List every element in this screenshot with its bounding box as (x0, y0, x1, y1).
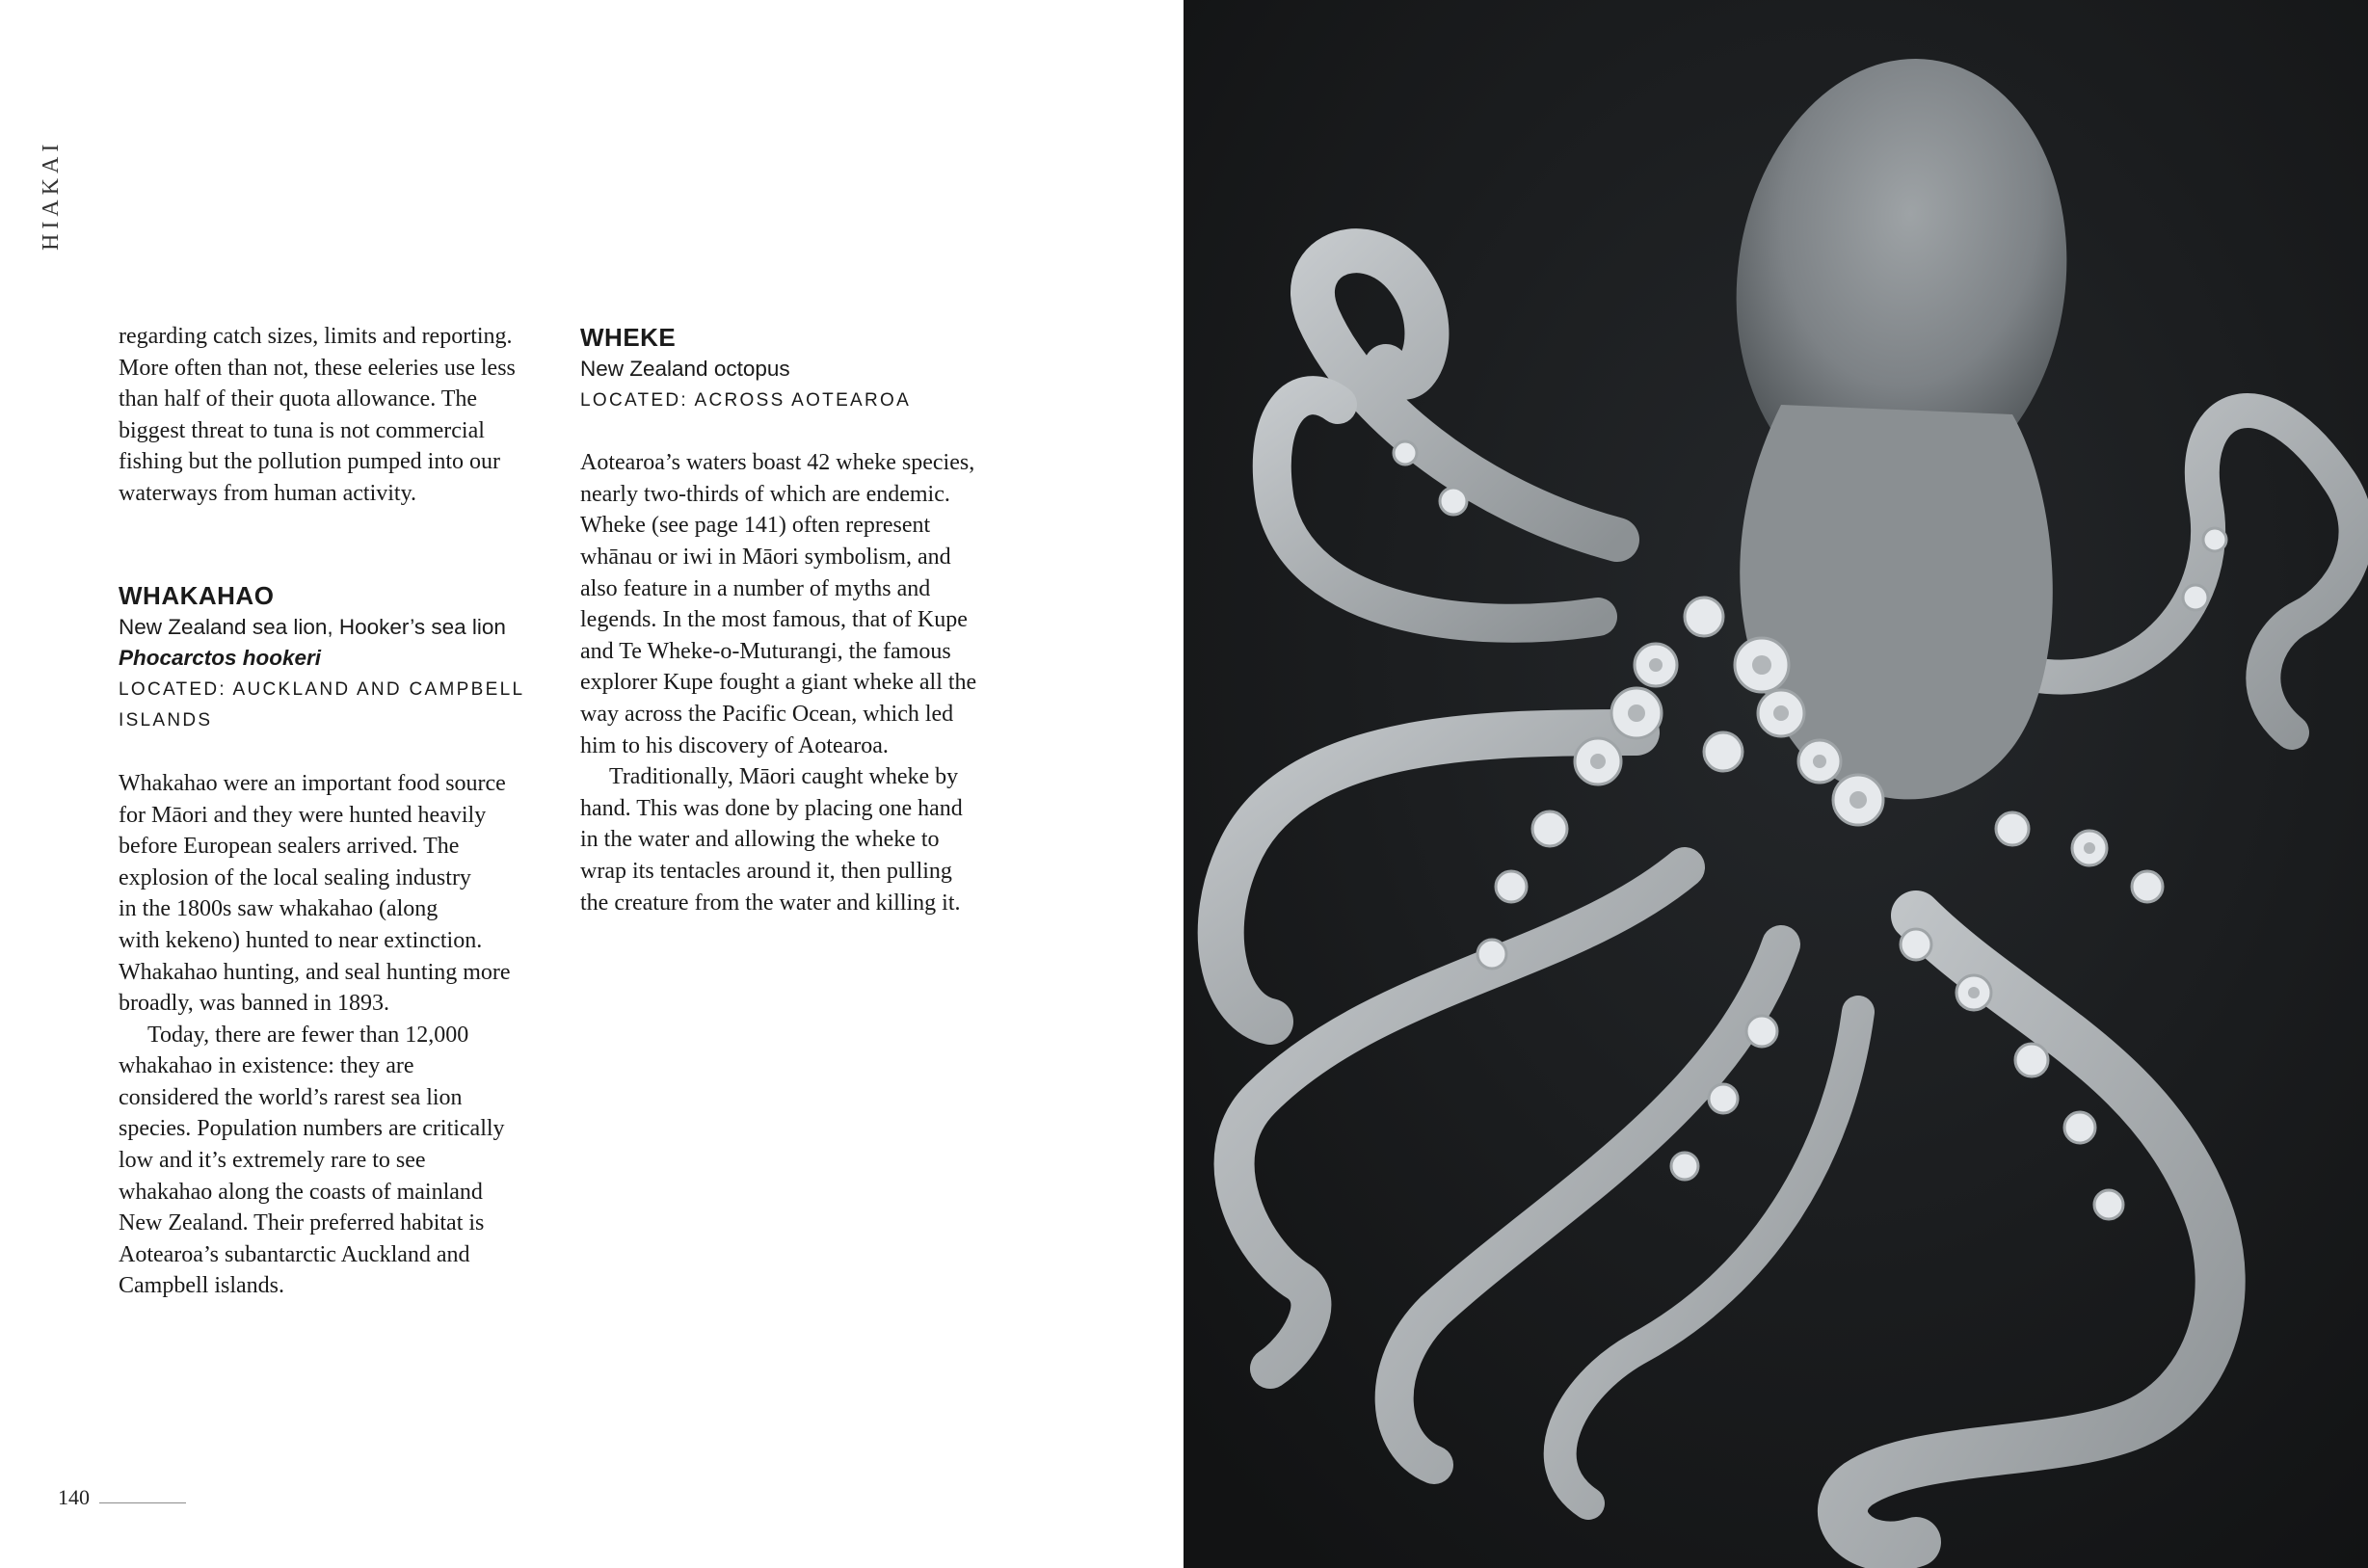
text-line: Traditionally, Māori caught wheke by (609, 764, 959, 790)
text-line: wrap its tentacles around it, then pulling (580, 858, 952, 884)
text-line: nearly two-thirds of which are endemic. (580, 481, 950, 507)
text-line: waterways from human activity. (119, 480, 417, 506)
entry-heading-wheke: WHEKE (580, 323, 677, 352)
common-name: New Zealand octopus (580, 357, 790, 381)
text-line: Campbell islands. (119, 1273, 284, 1299)
located-label (119, 675, 552, 737)
body-paragraph (119, 1020, 552, 1302)
text-line: with kekeno) hunted to near extinction. (119, 927, 483, 953)
body-paragraph (580, 447, 1014, 761)
folio-rule (99, 1502, 186, 1503)
text-line: species. Population numbers are critically (119, 1116, 505, 1142)
continuation-paragraph (119, 321, 552, 510)
text-line: whānau or iwi in Māori symbolism, and (580, 544, 951, 570)
text-line: regarding catch sizes, limits and reporting. (119, 324, 513, 349)
text-line: low and it’s extremely rare to see (119, 1148, 426, 1174)
body-paragraph (580, 761, 1014, 918)
common-name: New Zealand sea lion, Hooker’s sea lion (119, 614, 506, 639)
text-line: whakahao in existence: they are (119, 1053, 414, 1079)
text-line: Aotearoa’s subantarctic Auckland and (119, 1241, 470, 1267)
located-label (580, 385, 1014, 417)
text-line: explorer Kupe fought a giant wheke all the (580, 670, 977, 696)
text-line: biggest threat to tuna is not commercial (119, 417, 485, 443)
text-line: broadly, was banned in 1893. (119, 991, 390, 1017)
text-line: before European sealers arrived. The (119, 834, 460, 860)
text-line: him to his discovery of Aotearoa. (580, 732, 889, 758)
entry-heading-whakahao: WHAKAHAO (119, 580, 275, 610)
latin-name: Phocarctos hookeri (119, 646, 322, 671)
text-line: Wheke (see page 141) often represent (580, 513, 931, 539)
text-line: for Māori and they were hunted heavily (119, 802, 487, 828)
text-line: legends. In the most famous, that of Kupe (580, 607, 968, 633)
text-line: than half of their quota allowance. The (119, 386, 478, 412)
located-line: ISLANDS (119, 710, 213, 731)
text-line: in the water and allowing the wheke to (580, 827, 940, 853)
text-line: the creature from the water and killing it. (580, 890, 961, 916)
text-line: fishing but the pollution pumped into our (119, 449, 500, 475)
right-text-column (580, 321, 1014, 918)
text-line: explosion of the local sealing industry (119, 864, 471, 890)
located-line: LOCATED: AUCKLAND AND CAMPBELL (119, 678, 525, 700)
octopus-illustration (1184, 0, 2368, 1568)
text-line: considered the world’s rarest sea lion (119, 1084, 463, 1110)
body-paragraph (119, 768, 552, 1020)
text-line: also feature in a number of myths and (580, 575, 931, 601)
located-line: LOCATED: ACROSS AOTEAROA (580, 389, 912, 411)
text-line: hand. This was done by placing one hand (580, 795, 963, 821)
left-text-column (119, 321, 552, 1302)
text-line: Whakahao hunting, and seal hunting more (119, 959, 511, 985)
text-line: Today, there are fewer than 12,000 (147, 1022, 469, 1048)
text-line: Whakahao were an important food source (119, 770, 506, 796)
text-line: whakahao along the coasts of mainland (119, 1179, 483, 1205)
text-line: More often than not, these eeleries use less (119, 355, 516, 381)
text-line: and Te Wheke-o-Muturangi, the famous (580, 638, 951, 664)
text-line: in the 1800s saw whakahao (along (119, 896, 439, 922)
running-head: HIAKAI (39, 139, 64, 251)
text-line: way across the Pacific Ocean, which led (580, 701, 954, 727)
text-line: New Zealand. Their preferred habitat is (119, 1210, 485, 1236)
page-number: 140 (58, 1485, 90, 1509)
octopus-photo (1184, 0, 2368, 1568)
text-line: Aotearoa’s waters boast 42 wheke species, (580, 450, 975, 476)
